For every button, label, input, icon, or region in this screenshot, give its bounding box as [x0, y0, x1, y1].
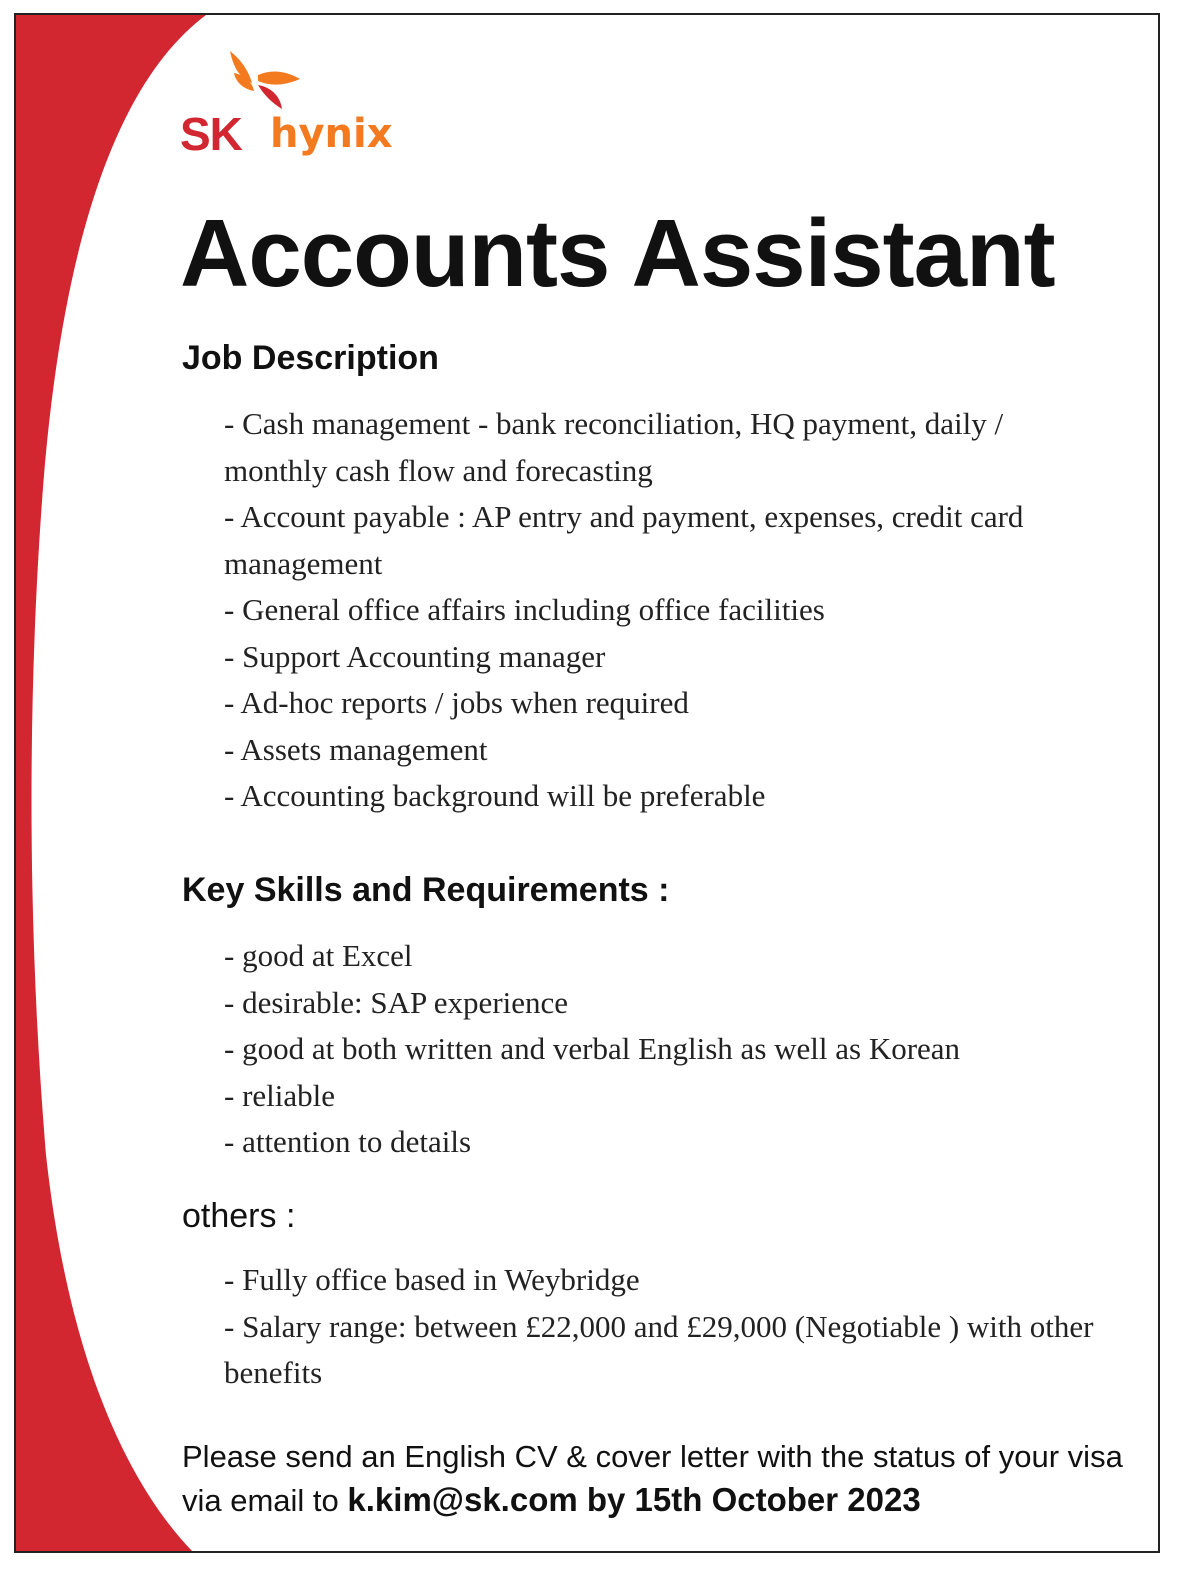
job-description-heading: Job Description [182, 339, 439, 377]
logo-sk-text: SK [180, 108, 242, 160]
deadline-text: by 15th October 2023 [577, 1481, 921, 1518]
sk-hynix-logo [180, 51, 410, 181]
list-item: - General office affairs including office facilities [224, 592, 825, 627]
contact-email: k.kim@sk.com [347, 1481, 578, 1518]
list-item: - Salary range: between £22,000 and £29,000 (Negotiable ) with other benefits [224, 1308, 1094, 1390]
poster-frame [14, 13, 1160, 1553]
list-item: - Assets management [224, 731, 488, 767]
application-instructions [182, 1435, 1142, 1522]
others-heading: others : [182, 1197, 296, 1235]
list-item: - attention to details [224, 1124, 472, 1159]
instructions-text: Please send an English CV & cover letter with the status of your visa via email to [182, 1439, 1123, 1518]
list-item: - good at both written and verbal English as well as Korean [224, 1031, 961, 1066]
key-skills-list [224, 933, 1104, 1166]
list-item: - Accounting background will be preferable [224, 778, 766, 813]
job-title: Accounts Assistant [180, 200, 1055, 307]
butterfly-wings-icon [224, 51, 304, 113]
list-item: - Fully office based in Weybridge [224, 1262, 640, 1297]
list-item: - Support Accounting manager [224, 638, 606, 674]
others-list [224, 1257, 1104, 1397]
list-item: - reliable [224, 1077, 336, 1113]
list-item: - desirable: SAP experience [224, 984, 569, 1020]
list-item: - Cash management - bank reconciliation, HQ payment, daily / monthly cash flow and forecasting [224, 406, 1004, 488]
key-skills-heading: Key Skills and Requirements : [182, 871, 670, 909]
list-item: - Ad-hoc reports / jobs when required [224, 685, 689, 720]
list-item: - Account payable : AP entry and payment, expenses, credit card management [224, 499, 1024, 581]
list-item: - good at Excel [224, 938, 413, 973]
logo-hynix-text: hynix [270, 111, 393, 157]
job-description-list [224, 401, 1094, 820]
